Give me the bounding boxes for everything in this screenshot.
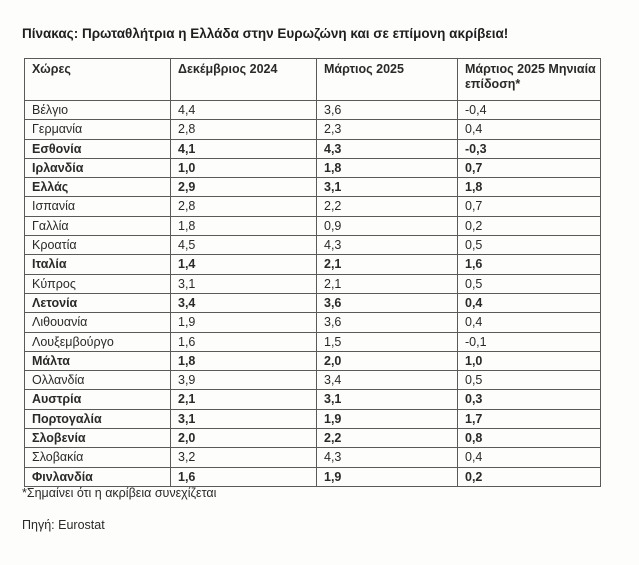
column-header-monthly: Μάρτιος 2025 Μηνιαία επίδοση* <box>458 59 601 101</box>
dec-2024-cell: 2,8 <box>171 120 317 139</box>
country-cell: Σλοβενία <box>25 429 171 448</box>
page-title: Πίνακας: Πρωταθλήτρια η Ελλάδα στην Ευρωζώνη και σε επίμονη ακρίβεια! <box>22 26 509 41</box>
dec-2024-cell: 1,6 <box>171 467 317 486</box>
mar-2025-cell: 2,1 <box>317 255 458 274</box>
country-cell: Ολλανδία <box>25 371 171 390</box>
mar-2025-cell: 4,3 <box>317 448 458 467</box>
monthly-cell: 1,7 <box>458 409 601 428</box>
mar-2025-cell: 4,3 <box>317 236 458 255</box>
dec-2024-cell: 2,0 <box>171 429 317 448</box>
mar-2025-cell: 3,1 <box>317 178 458 197</box>
country-cell: Φινλανδία <box>25 467 171 486</box>
monthly-cell: -0,1 <box>458 332 601 351</box>
dec-2024-cell: 1,0 <box>171 158 317 177</box>
monthly-cell: 0,2 <box>458 216 601 235</box>
table-row <box>25 467 601 486</box>
dec-2024-cell: 1,4 <box>171 255 317 274</box>
mar-2025-cell: 2,2 <box>317 429 458 448</box>
mar-2025-cell: 3,4 <box>317 371 458 390</box>
monthly-cell: -0,3 <box>458 139 601 158</box>
monthly-cell: 0,4 <box>458 120 601 139</box>
table-row <box>25 332 601 351</box>
country-cell: Κροατία <box>25 236 171 255</box>
mar-2025-cell: 3,6 <box>317 101 458 120</box>
country-cell: Μάλτα <box>25 351 171 370</box>
monthly-cell: 0,5 <box>458 371 601 390</box>
monthly-cell: 0,5 <box>458 274 601 293</box>
dec-2024-cell: 3,4 <box>171 293 317 312</box>
table-row <box>25 409 601 428</box>
table-row <box>25 197 601 216</box>
mar-2025-cell: 1,9 <box>317 467 458 486</box>
monthly-cell: 0,7 <box>458 158 601 177</box>
dec-2024-cell: 4,5 <box>171 236 317 255</box>
dec-2024-cell: 2,1 <box>171 390 317 409</box>
table-row <box>25 371 601 390</box>
mar-2025-cell: 2,1 <box>317 274 458 293</box>
monthly-cell: 0,8 <box>458 429 601 448</box>
column-header-mar-2025: Μάρτιος 2025 <box>317 59 458 101</box>
monthly-cell: 0,3 <box>458 390 601 409</box>
dec-2024-cell: 1,8 <box>171 351 317 370</box>
monthly-cell: 0,7 <box>458 197 601 216</box>
table-row <box>25 255 601 274</box>
table-row <box>25 274 601 293</box>
mar-2025-cell: 3,1 <box>317 390 458 409</box>
monthly-cell: 1,6 <box>458 255 601 274</box>
country-cell: Λετονία <box>25 293 171 312</box>
dec-2024-cell: 3,9 <box>171 371 317 390</box>
source-note: Πηγή: Eurostat <box>22 518 105 532</box>
dec-2024-cell: 4,4 <box>171 101 317 120</box>
mar-2025-cell: 1,5 <box>317 332 458 351</box>
table-header-row <box>25 59 601 101</box>
mar-2025-cell: 4,3 <box>317 139 458 158</box>
table-row <box>25 101 601 120</box>
country-cell: Γερμανία <box>25 120 171 139</box>
table-body <box>25 101 601 487</box>
country-cell: Σλοβακία <box>25 448 171 467</box>
country-cell: Αυστρία <box>25 390 171 409</box>
dec-2024-cell: 2,9 <box>171 178 317 197</box>
monthly-cell: -0,4 <box>458 101 601 120</box>
mar-2025-cell: 2,3 <box>317 120 458 139</box>
mar-2025-cell: 0,9 <box>317 216 458 235</box>
mar-2025-cell: 1,9 <box>317 409 458 428</box>
table-row <box>25 216 601 235</box>
country-cell: Βέλγιο <box>25 101 171 120</box>
table-row <box>25 429 601 448</box>
monthly-cell: 0,5 <box>458 236 601 255</box>
mar-2025-cell: 2,0 <box>317 351 458 370</box>
country-cell: Πορτογαλία <box>25 409 171 428</box>
table-row <box>25 351 601 370</box>
table-row <box>25 313 601 332</box>
mar-2025-cell: 3,6 <box>317 293 458 312</box>
column-header-dec-2024: Δεκέμβριος 2024 <box>171 59 317 101</box>
country-cell: Ισπανία <box>25 197 171 216</box>
table-row <box>25 139 601 158</box>
mar-2025-cell: 2,2 <box>317 197 458 216</box>
country-cell: Λουξεμβούργο <box>25 332 171 351</box>
monthly-cell: 1,0 <box>458 351 601 370</box>
table-row <box>25 293 601 312</box>
monthly-cell: 0,4 <box>458 313 601 332</box>
country-cell: Γαλλία <box>25 216 171 235</box>
table-row <box>25 448 601 467</box>
monthly-cell: 1,8 <box>458 178 601 197</box>
table-row <box>25 158 601 177</box>
column-header-countries: Χώρες <box>25 59 171 101</box>
footnote: *Σημαίνει ότι η ακρίβεια συνεχίζεται <box>22 486 217 500</box>
country-cell: Κύπρος <box>25 274 171 293</box>
dec-2024-cell: 1,8 <box>171 216 317 235</box>
monthly-cell: 0,2 <box>458 467 601 486</box>
dec-2024-cell: 1,6 <box>171 332 317 351</box>
table-row <box>25 178 601 197</box>
table-row <box>25 120 601 139</box>
dec-2024-cell: 3,2 <box>171 448 317 467</box>
mar-2025-cell: 3,6 <box>317 313 458 332</box>
dec-2024-cell: 4,1 <box>171 139 317 158</box>
country-cell: Εσθονία <box>25 139 171 158</box>
mar-2025-cell: 1,8 <box>317 158 458 177</box>
country-cell: Ελλάς <box>25 178 171 197</box>
dec-2024-cell: 3,1 <box>171 274 317 293</box>
table-row <box>25 236 601 255</box>
country-cell: Ιρλανδία <box>25 158 171 177</box>
dec-2024-cell: 3,1 <box>171 409 317 428</box>
inflation-table <box>24 58 601 487</box>
country-cell: Ιταλία <box>25 255 171 274</box>
monthly-cell: 0,4 <box>458 448 601 467</box>
dec-2024-cell: 1,9 <box>171 313 317 332</box>
table-row <box>25 390 601 409</box>
country-cell: Λιθουανία <box>25 313 171 332</box>
dec-2024-cell: 2,8 <box>171 197 317 216</box>
monthly-cell: 0,4 <box>458 293 601 312</box>
